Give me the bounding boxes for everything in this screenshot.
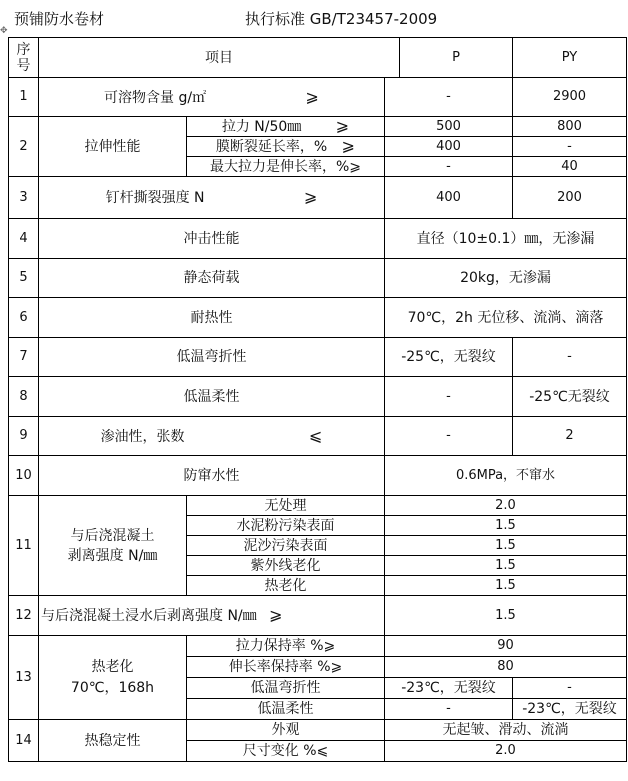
row-no: 7 xyxy=(9,338,39,377)
row-no: 5 xyxy=(9,259,39,298)
row-item: 耐热性 xyxy=(39,298,385,338)
table-header-row xyxy=(9,38,627,78)
row-item xyxy=(39,417,385,456)
merged-value: 1.5 xyxy=(385,576,627,596)
p-value: - xyxy=(385,157,513,177)
merged-value: 1.5 xyxy=(385,536,627,556)
sub-item xyxy=(187,137,385,157)
row-no: 14 xyxy=(9,720,39,762)
row-item: 防窜水性 xyxy=(39,456,385,496)
group-line: 剥离强度 N/㎜ xyxy=(67,547,158,564)
symbol: ⩾ xyxy=(341,136,356,155)
table-row xyxy=(9,338,627,377)
spec-table xyxy=(8,37,627,762)
group-label: 热稳定性 xyxy=(39,720,187,762)
py-value: - xyxy=(513,137,627,157)
p-value: - xyxy=(385,78,513,117)
py-value: - xyxy=(513,678,627,699)
py-value: 40 xyxy=(513,157,627,177)
merged-value: 2.0 xyxy=(385,496,627,516)
table-row xyxy=(9,496,627,516)
p-value: - xyxy=(385,377,513,417)
table-row xyxy=(9,259,627,298)
header-py: PY xyxy=(513,38,627,78)
sub-item xyxy=(187,117,385,137)
merged-value: 70℃，2h 无位移、流淌、滴落 xyxy=(385,298,627,338)
sub-item: 无处理 xyxy=(187,496,385,516)
row-no: 6 xyxy=(9,298,39,338)
merged-value: 2.0 xyxy=(385,741,627,762)
row-no: 2 xyxy=(9,117,39,177)
p-value: -25℃，无裂纹 xyxy=(385,338,513,377)
p-value: 400 xyxy=(385,177,513,219)
header-no: 序号 xyxy=(9,38,39,78)
table-row xyxy=(9,636,627,657)
p-value: - xyxy=(385,417,513,456)
p-value: 500 xyxy=(385,117,513,137)
item-text: 钉杆撕裂强度 N xyxy=(105,190,205,206)
symbol: ⩽ xyxy=(309,425,323,445)
item-text: 拉力 N/50㎜ xyxy=(221,119,302,135)
py-value: -25℃无裂纹 xyxy=(513,377,627,417)
row-item xyxy=(39,177,385,219)
symbol: ⩾ xyxy=(305,86,319,106)
py-value: 200 xyxy=(513,177,627,219)
table-row xyxy=(9,720,627,741)
sub-item: 外观 xyxy=(187,720,385,741)
table-row xyxy=(9,219,627,259)
table-row xyxy=(9,377,627,417)
py-value: 800 xyxy=(513,117,627,137)
table-move-handle-icon[interactable]: ✥ xyxy=(0,26,8,36)
sub-item: 伸长率保持率 %⩾ xyxy=(187,657,385,678)
merged-value: 1.5 xyxy=(385,556,627,576)
merged-value: 0.6MPa，不窜水 xyxy=(385,456,627,496)
p-value: -23℃，无裂纹 xyxy=(385,678,513,699)
sub-item: 水泥粉污染表面 xyxy=(187,516,385,536)
row-item xyxy=(39,78,385,117)
item-text: 与后浇混凝土浸水后剥离强度 N/㎜ xyxy=(41,608,257,624)
row-no: 1 xyxy=(9,78,39,117)
sub-item: 低温弯折性 xyxy=(187,678,385,699)
group-line: 与后浇混凝土 xyxy=(70,527,155,544)
sub-item: 最大拉力是伸长率，%⩾ xyxy=(187,157,385,177)
item-text: 可溶物含量 g/㎡ xyxy=(104,89,207,106)
sub-item: 低温柔性 xyxy=(187,699,385,720)
row-no: 10 xyxy=(9,456,39,496)
merged-value: 90 xyxy=(385,636,627,657)
product-title: 预铺防水卷材 xyxy=(14,10,105,28)
row-item xyxy=(39,596,385,636)
row-no: 9 xyxy=(9,417,39,456)
table-row xyxy=(9,78,627,117)
symbol: ⩾ xyxy=(335,116,350,135)
group-label xyxy=(39,496,187,596)
sub-item: 拉力保持率 %⩾ xyxy=(187,636,385,657)
merged-value: 直径（10±0.1）㎜，无渗漏 xyxy=(385,219,627,259)
item-text: 膜断裂延长率，% xyxy=(215,139,328,155)
symbol: ⩾ xyxy=(303,187,318,206)
sub-item: 紫外线老化 xyxy=(187,556,385,576)
row-item: 低温弯折性 xyxy=(39,338,385,377)
header-p: P xyxy=(400,38,513,78)
sub-item: 尺寸变化 %⩽ xyxy=(187,741,385,762)
merged-value: 20kg，无渗漏 xyxy=(385,259,627,298)
group-label: 拉伸性能 xyxy=(39,117,187,177)
merged-value: 1.5 xyxy=(385,516,627,536)
merged-value: 1.5 xyxy=(385,596,627,636)
symbol: ⩾ xyxy=(269,605,283,624)
row-item: 冲击性能 xyxy=(39,219,385,259)
sub-item: 热老化 xyxy=(187,576,385,596)
row-no: 12 xyxy=(9,596,39,636)
row-no: 13 xyxy=(9,636,39,720)
sub-item: 泥沙污染表面 xyxy=(187,536,385,556)
document-header xyxy=(0,0,628,34)
row-item: 静态荷载 xyxy=(39,259,385,298)
table-row xyxy=(9,417,627,456)
group-line: 热老化 xyxy=(91,658,134,675)
table-row xyxy=(9,456,627,496)
item-text: 渗油性，张数 xyxy=(100,428,185,445)
table-row xyxy=(9,298,627,338)
group-label xyxy=(39,636,187,720)
p-value: 400 xyxy=(385,137,513,157)
table-row xyxy=(9,177,627,219)
row-no: 11 xyxy=(9,496,39,596)
row-no: 8 xyxy=(9,377,39,417)
row-no: 3 xyxy=(9,177,39,219)
header-item: 项目 xyxy=(39,38,400,78)
standard-label: 执行标准 GB/T23457-2009 xyxy=(245,10,438,28)
p-value: - xyxy=(385,699,513,720)
py-value: - xyxy=(513,338,627,377)
py-value: -23℃，无裂纹 xyxy=(513,699,627,720)
group-line: 70℃，168h xyxy=(70,679,155,696)
py-value: 2 xyxy=(513,417,627,456)
row-no: 4 xyxy=(9,219,39,259)
row-item: 低温柔性 xyxy=(39,377,385,417)
merged-value: 无起皱、滑动、流淌 xyxy=(385,720,627,741)
table-row xyxy=(9,117,627,137)
merged-value: 80 xyxy=(385,657,627,678)
table-row xyxy=(9,596,627,636)
py-value: 2900 xyxy=(513,78,627,117)
